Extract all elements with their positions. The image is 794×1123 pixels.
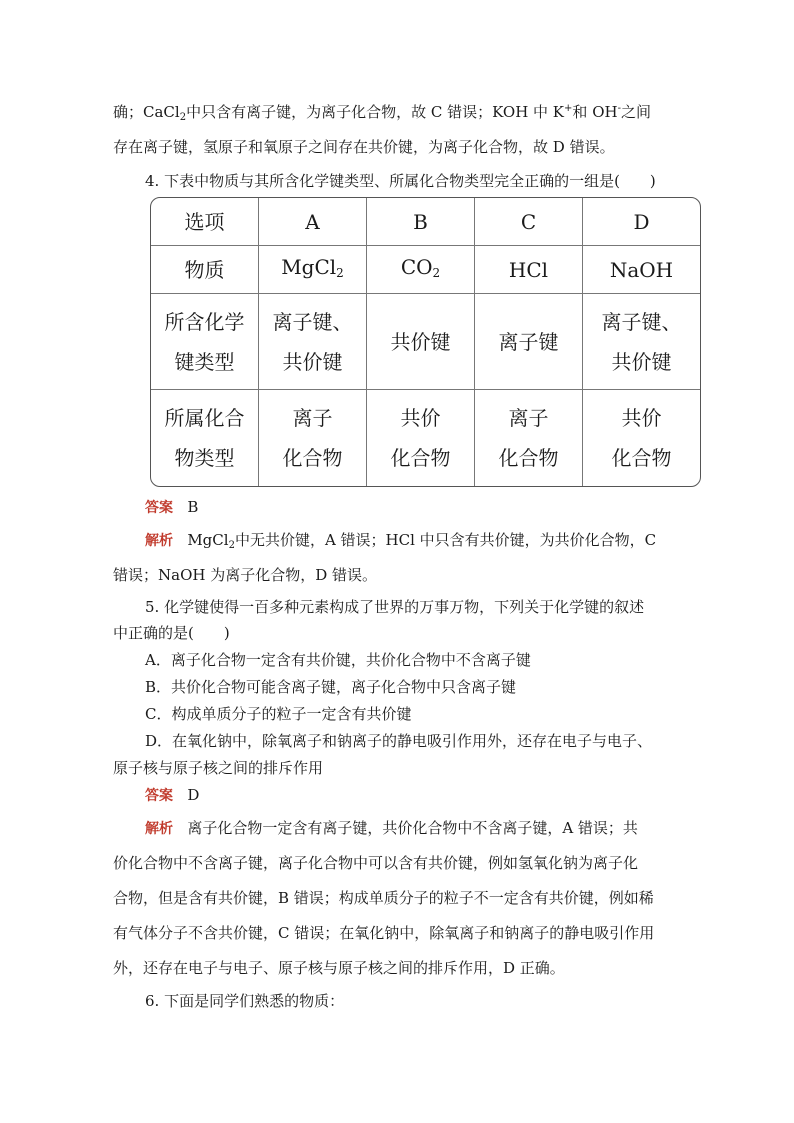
- label-line: 所属化合: [164, 406, 245, 430]
- q4-answer: [145, 497, 198, 517]
- analysis-label: 解析: [145, 821, 173, 837]
- substance-cell: [259, 246, 367, 294]
- row-label: [151, 390, 259, 486]
- formula: MgCl: [281, 254, 337, 279]
- cell-line: 化合物: [390, 446, 451, 470]
- header-cell: 选项: [151, 198, 259, 246]
- substance-cell: [367, 246, 475, 294]
- text: 中只含有离子键，为离子化合物，故 C 错误；KOH 中 K: [186, 103, 565, 121]
- type-cell: [475, 390, 583, 486]
- type-cell: [367, 390, 475, 486]
- q5-option-b: B．共价化合物可能含离子键，离子化合物中只含离子键: [145, 678, 517, 696]
- header-cell: D: [583, 198, 700, 246]
- superscript: -: [617, 103, 621, 114]
- subscript: 2: [228, 540, 235, 551]
- header-cell: A: [259, 198, 367, 246]
- text: 中无共价键，A 错误；HCl 中只含有共价键，为共价化合物，C: [234, 531, 657, 549]
- cell-line: 离子键: [498, 329, 559, 354]
- header-cell: C: [475, 198, 583, 246]
- q5-stem-line-2: 中正确的是( ): [113, 624, 230, 642]
- label-line: 物类型: [174, 446, 235, 470]
- formula: NaOH: [609, 257, 674, 282]
- q5-answer: [145, 785, 199, 805]
- type-cell: [259, 390, 367, 486]
- cell-line: 离子键、: [272, 309, 353, 334]
- q6-stem: 6. 下面是同学们熟悉的物质：: [145, 992, 345, 1010]
- table-row-type: [151, 390, 700, 486]
- q4-table: [150, 197, 701, 487]
- subscript: 2: [179, 112, 187, 123]
- superscript: +: [564, 103, 573, 114]
- text: MgCl: [187, 531, 229, 549]
- answer-label: 答案: [145, 500, 173, 516]
- text: 和 OH: [572, 103, 618, 121]
- q5-analysis-line-1: [145, 817, 638, 838]
- bond-cell: [259, 294, 367, 390]
- text: 离子化合物一定含有离子键，共价化合物中不含离子键，A 错误；共: [187, 819, 638, 837]
- prev-explanation-line-2: 存在离子键，氢原子和氧原子之间存在共价键，为离子化合物，故 D 错误。: [113, 138, 615, 156]
- bond-cell: [367, 294, 475, 390]
- subscript: 2: [336, 265, 344, 280]
- q5-option-d-cont: 原子核与原子核之间的排斥作用: [113, 759, 324, 777]
- row-label: [151, 294, 259, 390]
- type-cell: [583, 390, 700, 486]
- cell-line: 离子键、: [601, 309, 682, 334]
- label-line: 所含化学: [164, 309, 245, 334]
- q5-analysis-line-2: 价化合物中不含离子键，离子化合物中可以含有共价键，例如氢氧化钠为离子化: [113, 854, 639, 872]
- cell-line: 共价键: [611, 349, 672, 374]
- header-cell: B: [367, 198, 475, 246]
- cell-line: 化合物: [282, 446, 343, 470]
- q5-option-c: C．构成单质分子的粒子一定含有共价键: [145, 705, 412, 723]
- label-line: 键类型: [174, 349, 235, 374]
- q5-analysis-line-5: 外，还存在电子与电子、原子核与原子核之间的排斥作用，D 正确。: [113, 959, 565, 977]
- cell-line: 化合物: [611, 446, 672, 470]
- substance-cell: [475, 246, 583, 294]
- cell-line: 共价: [621, 406, 662, 430]
- cell-line: 共价键: [282, 349, 343, 374]
- q5-stem-line-1: 5. 化学键使得一百多种元素构成了世界的万事万物，下列关于化学键的叙述: [145, 598, 645, 616]
- analysis-label: 解析: [145, 533, 173, 549]
- formula: CO: [400, 254, 433, 279]
- substance-cell: [583, 246, 700, 294]
- q4-stem: 4. 下表中物质与其所含化学键类型、所属化合物类型完全正确的一组是( ): [145, 172, 656, 190]
- q5-option-d: D．在氧化钠中，除氧离子和钠离子的静电吸引作用外，还存在电子与电子、: [145, 732, 653, 750]
- table-row-bond: [151, 294, 700, 390]
- q5-analysis-line-3: 合物，但是含有共价键，B 错误；构成单质分子的粒子不一定含有共价键，例如稀: [113, 889, 654, 907]
- answer-value: D: [187, 786, 200, 804]
- cell-line: 离子: [508, 406, 549, 430]
- table-row-substance: [151, 246, 700, 294]
- q4-analysis-line-2: 错误；NaOH 为离子化合物，D 错误。: [113, 566, 378, 584]
- cell-line: 共价: [400, 406, 441, 430]
- cell-line: 离子: [292, 406, 333, 430]
- q4-analysis-line-1: [145, 529, 656, 551]
- text: 之间: [620, 103, 651, 121]
- answer-value: B: [187, 498, 199, 516]
- text: 确；CaCl: [113, 103, 180, 121]
- formula: HCl: [508, 257, 549, 282]
- q5-analysis-line-4: 有气体分子不含共价键，C 错误；在氧化钠中，除氧离子和钠离子的静电吸引作用: [113, 924, 655, 942]
- subscript: 2: [432, 265, 441, 280]
- bond-cell: [583, 294, 700, 390]
- table-row-header: [151, 198, 700, 246]
- bond-cell: [475, 294, 583, 390]
- row-label: 物质: [151, 246, 259, 294]
- prev-explanation-line-1: [113, 101, 651, 123]
- cell-line: 化合物: [498, 446, 559, 470]
- q5-option-a: A．离子化合物一定含有共价键，共价化合物中不含离子键: [145, 651, 531, 669]
- cell-line: 共价键: [390, 329, 451, 354]
- answer-label: 答案: [145, 788, 173, 804]
